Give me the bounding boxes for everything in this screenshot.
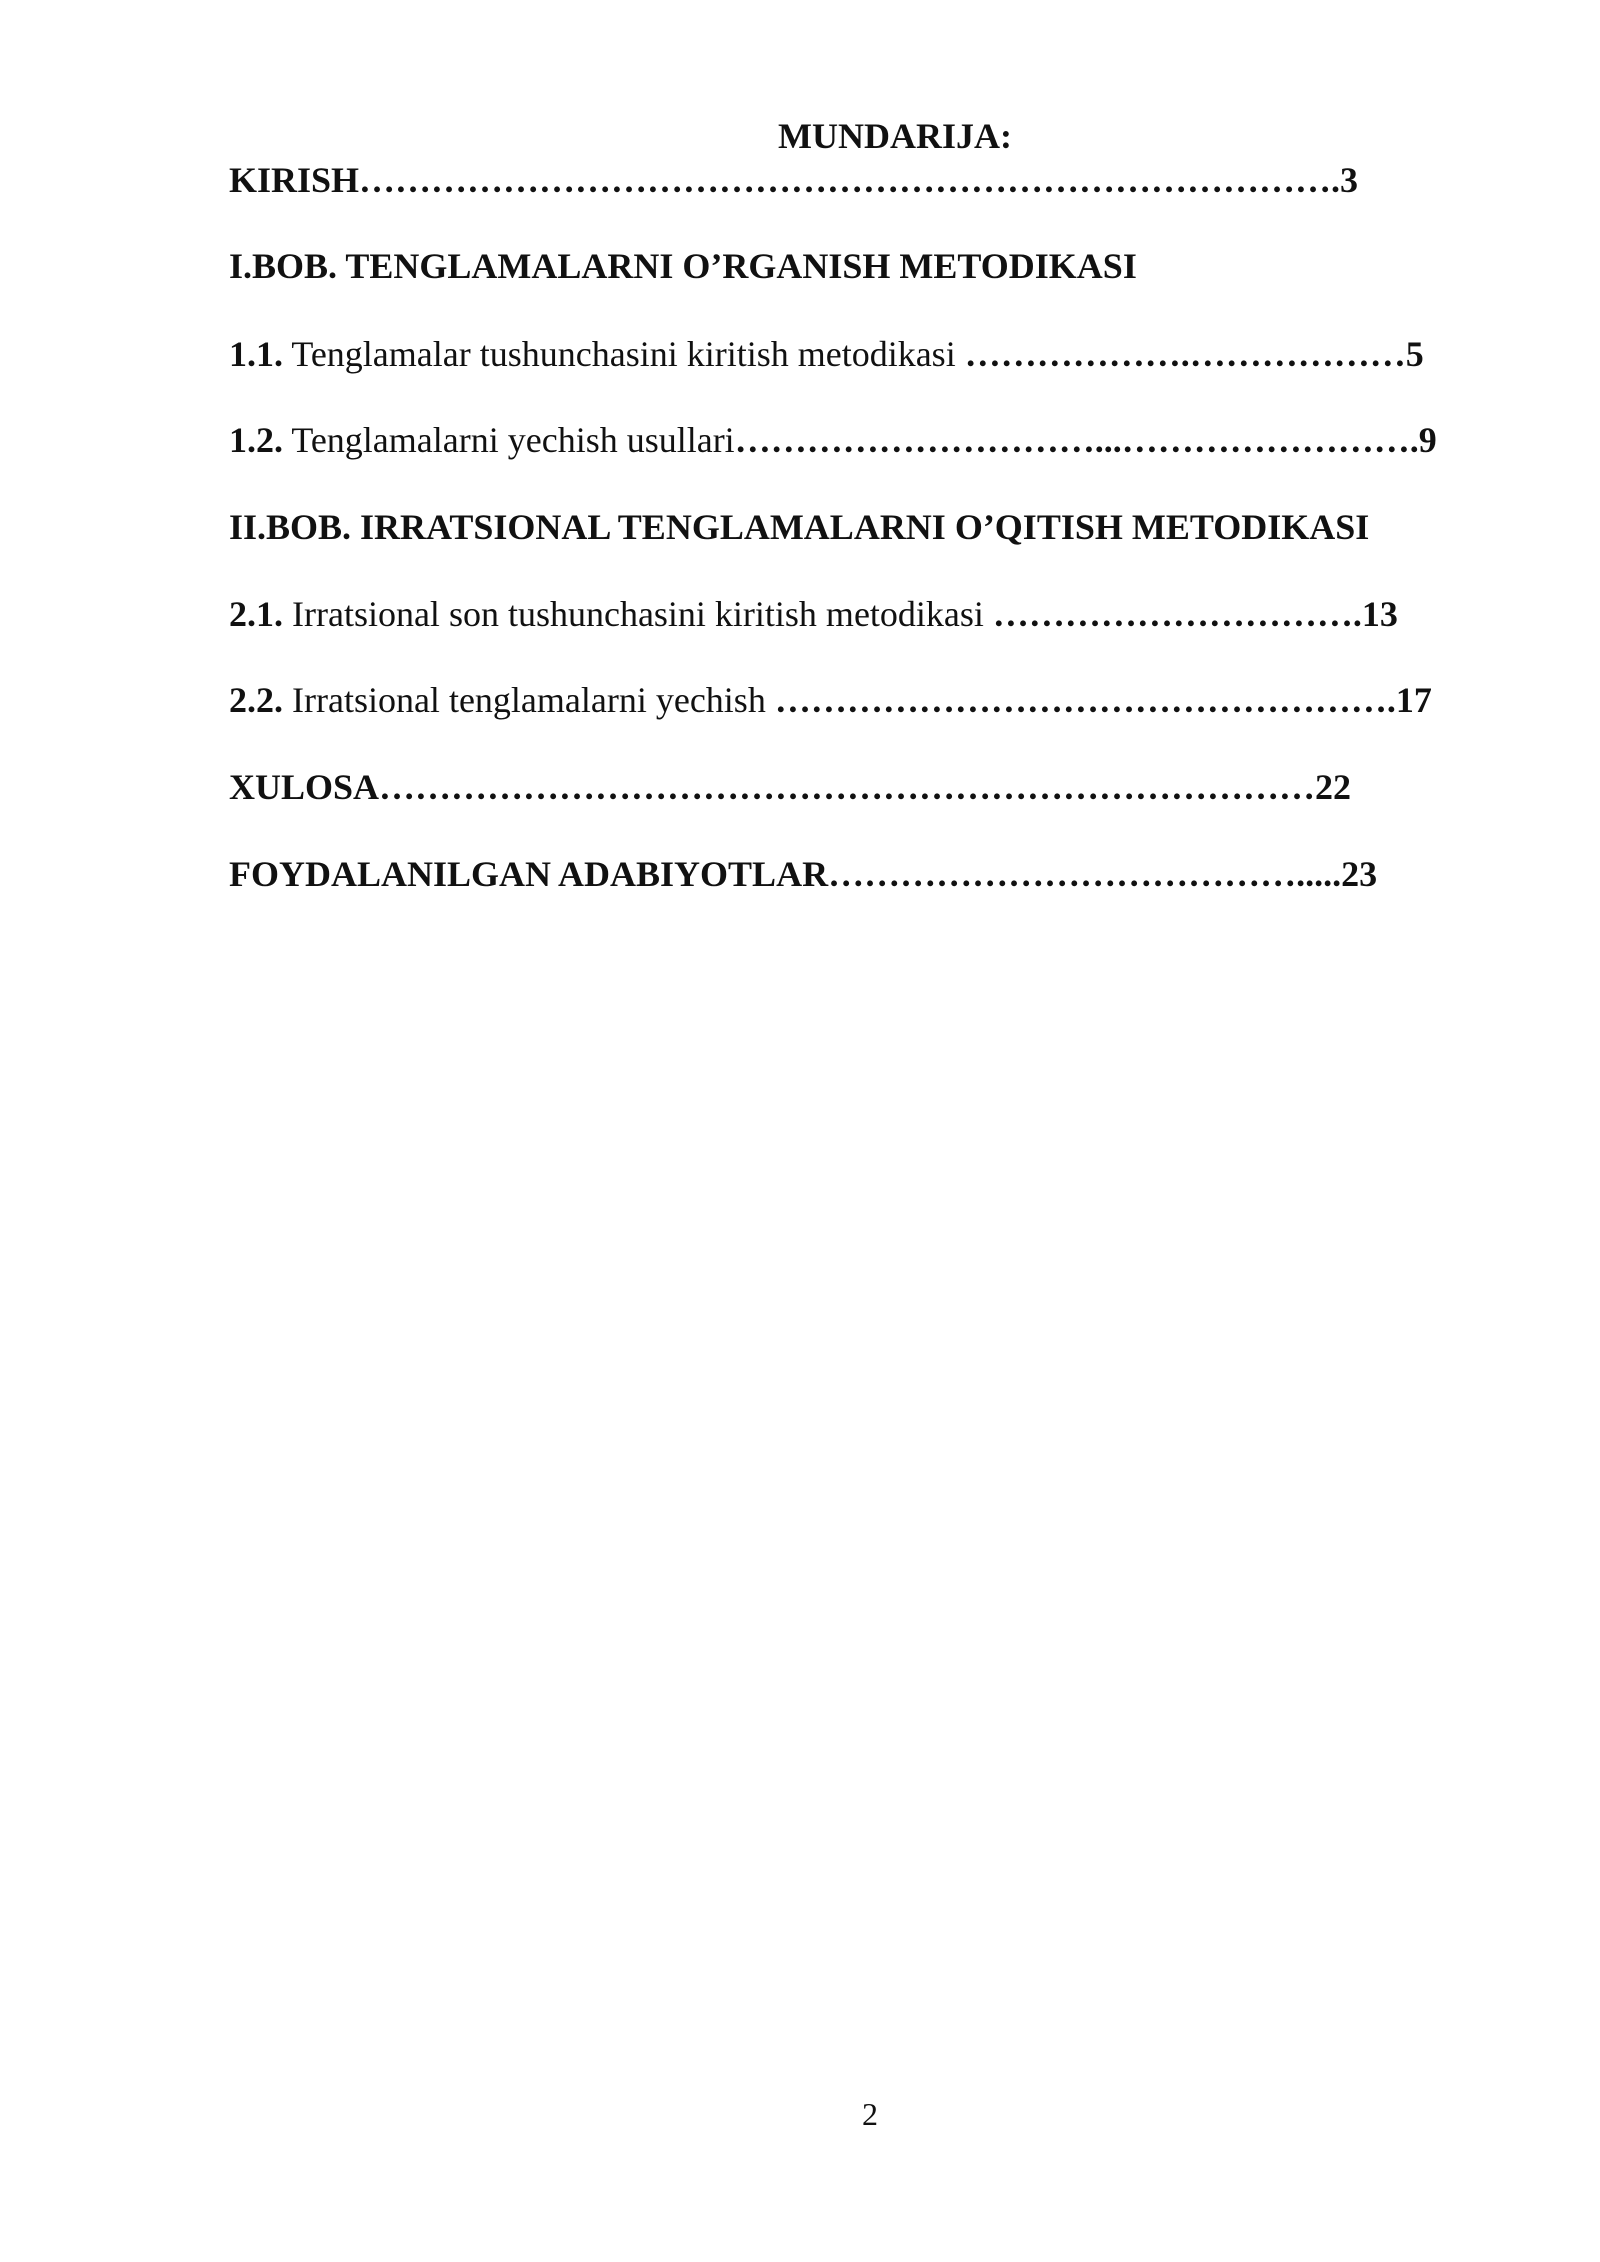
toc-page-number: 23 [1341,854,1378,894]
toc-entry-1-1[interactable] [229,330,1424,378]
toc-leader-dots: ………………………………………………………………………. [359,160,1341,200]
toc-entry-1-2[interactable] [229,416,1437,464]
page-number: 2 [862,2096,878,2132]
toc-chapter-label: I.BOB. TENGLAMALARNI O’RGANISH METODIKASI [229,246,1137,286]
toc-section-title: Irratsional son tushunchasini kiritish metodikasi [283,594,993,634]
toc-entry-label: XULOSA [229,767,380,807]
toc-leader-dots: …………………………...……………………. [734,420,1419,460]
toc-page-number: 5 [1405,334,1424,374]
toc-page-number: 9 [1418,420,1437,460]
toc-entry-kirish[interactable] [229,156,1358,204]
toc-section-title: Tenglamalar tushunchasini kiritish metodikasi [283,334,965,374]
toc-page-number: 22 [1315,767,1352,807]
toc-leader-dots: ……………….……………… [964,334,1406,374]
toc-title: MUNDARIJA: [778,116,1012,156]
toc-section-number: 2.1. [229,594,283,634]
toc-entry-adabiyotlar[interactable] [229,850,1377,898]
toc-chapter-1[interactable] [229,242,1137,290]
toc-entry-2-1[interactable] [229,590,1398,638]
toc-page-number: 17 [1395,680,1432,720]
toc-section-title: Irratsional tenglamalarni yechish [283,680,775,720]
toc-leader-dots: …………………………………………………………………… [379,767,1316,807]
toc-chapter-2[interactable] [229,503,1369,551]
toc-leader-dots: ……………………………………………. [774,680,1396,720]
toc-section-number: 2.2. [229,680,283,720]
toc-chapter-label: II.BOB. IRRATSIONAL TENGLAMALARNI O’QITISH METODIKASI [229,507,1370,547]
toc-section-title: Tenglamalarni yechish usullari [283,420,735,460]
toc-entry-xulosa[interactable] [229,763,1351,811]
toc-page-number: 13 [1361,594,1398,634]
toc-section-number: 1.2. [229,420,283,460]
toc-page-number: 3 [1340,160,1359,200]
toc-entry-label: FOYDALANILGAN ADABIYOTLAR [229,854,829,894]
toc-entry-label: KIRISH [229,160,360,200]
toc-leader-dots: …………………………………..... [828,854,1342,894]
toc-entry-2-2[interactable] [229,676,1432,724]
toc-leader-dots: …………………………. [992,594,1362,634]
toc-section-number: 1.1. [229,334,283,374]
